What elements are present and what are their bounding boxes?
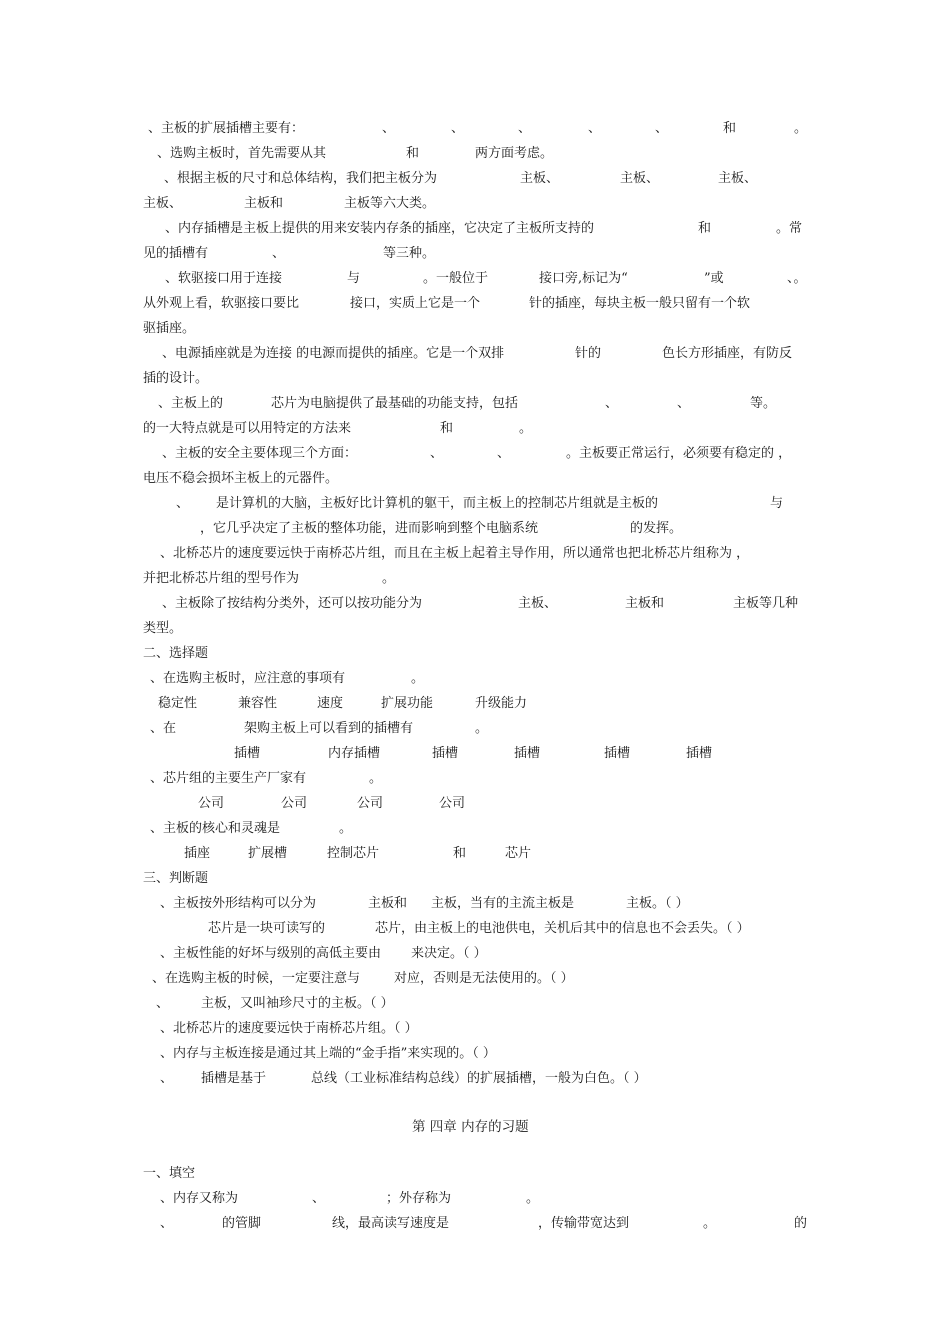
text-line	[0, 594, 950, 614]
text-segment: 、	[382, 121, 396, 136]
text-segment: 主板和	[625, 596, 665, 611]
text-segment: 、	[430, 446, 444, 461]
text-line	[0, 244, 950, 264]
text-segment: 公司	[198, 796, 225, 811]
text-segment: 兼容性	[238, 696, 278, 711]
text-segment: 主板、	[718, 171, 758, 186]
chapter-title	[0, 1117, 950, 1137]
text-segment: 。	[411, 671, 425, 686]
text-segment: 扩展功能	[381, 696, 434, 711]
text-segment: 芯片，由主板上的电池供电，关机后其中的信息也不会丢失。（ ）	[375, 921, 750, 936]
text-line	[0, 219, 950, 239]
text-segment: 、内存与主板连接是通过其上端的“金手指”来实现的。（ ）	[160, 1046, 496, 1061]
text-segment: 。	[382, 571, 396, 586]
text-segment: 、	[160, 1216, 174, 1231]
text-segment: 、北桥芯片的速度要远快于南桥芯片组，而且在主板上起着主导作用，所以通常也把北桥芯片组称为 ，	[160, 546, 750, 561]
text-segment: 内存插槽	[328, 746, 381, 761]
text-line	[0, 744, 950, 764]
text-line	[0, 994, 950, 1014]
text-segment: 、软驱接口用于连接	[165, 271, 283, 286]
text-segment: 接口，实质上它是一个	[350, 296, 481, 311]
text-segment: 第 四章 内存的习题	[412, 1119, 529, 1135]
text-segment: 芯片	[505, 846, 532, 861]
text-segment: 主板、	[518, 596, 558, 611]
text-segment: 升级能力	[475, 696, 528, 711]
text-segment: 和	[698, 221, 712, 236]
text-segment: 。	[339, 821, 353, 836]
text-segment: 两方面考虑。	[475, 146, 554, 161]
text-segment: 并把北桥芯片组的型号作为	[143, 571, 300, 586]
text-segment: 、在	[150, 721, 177, 736]
text-line	[0, 144, 950, 164]
text-segment: 架购主板上可以看到的插槽有	[244, 721, 414, 736]
text-segment: 针的	[575, 346, 602, 361]
text-segment: 。一般位于	[423, 271, 489, 286]
text-line	[0, 919, 950, 939]
text-segment: 、选购主板时，首先需要从其	[157, 146, 327, 161]
text-segment: 。	[519, 421, 533, 436]
text-segment: 主板等六大类。	[344, 196, 436, 211]
text-line	[0, 394, 950, 414]
text-segment: 与	[347, 271, 361, 286]
text-line	[0, 944, 950, 964]
text-segment: 公司	[357, 796, 384, 811]
text-segment: 类型。	[143, 621, 183, 636]
text-line	[0, 894, 950, 914]
text-line	[0, 344, 950, 364]
text-segment: 控制芯片	[327, 846, 380, 861]
text-line	[0, 869, 950, 889]
text-line	[0, 769, 950, 789]
text-line	[0, 319, 950, 339]
text-line	[0, 1019, 950, 1039]
text-segment: 、内存又称为	[160, 1191, 239, 1206]
text-segment: ”或	[704, 271, 724, 286]
text-segment: 芯片是一块可读写的	[208, 921, 326, 936]
text-segment: 。常	[776, 221, 803, 236]
text-segment: 。	[369, 771, 383, 786]
text-segment: 等。	[750, 396, 777, 411]
text-segment: 一、填空	[143, 1166, 196, 1181]
text-segment: 插槽	[514, 746, 541, 761]
text-line	[0, 544, 950, 564]
text-segment: 、主板的核心和灵魂是	[150, 821, 281, 836]
text-segment: 色长方形插座，有防反	[662, 346, 793, 361]
text-segment: 插槽是基于	[201, 1071, 267, 1086]
text-line	[0, 1069, 950, 1089]
text-line	[0, 794, 950, 814]
text-segment: 、北桥芯片的速度要远快于南桥芯片组。（ ）	[160, 1021, 418, 1036]
text-segment: 、	[497, 446, 511, 461]
text-line	[0, 719, 950, 739]
text-segment: 和	[723, 121, 737, 136]
text-segment: ，传输带宽达到	[538, 1216, 630, 1231]
text-segment: 主板和	[368, 896, 408, 911]
text-segment: 插槽	[234, 746, 261, 761]
text-segment: 插的设计。	[143, 371, 209, 386]
text-segment: 、	[451, 121, 465, 136]
text-line	[0, 819, 950, 839]
text-line	[0, 1189, 950, 1209]
text-segment: 。主板要正常运行，必须要有稳定的 ，	[566, 446, 792, 461]
text-segment: 驱插座。	[143, 321, 196, 336]
text-segment: 和	[453, 846, 467, 861]
text-segment: 主板。（ ）	[626, 896, 689, 911]
text-segment: 、主板上的	[158, 396, 224, 411]
text-line	[0, 844, 950, 864]
text-line	[0, 619, 950, 639]
text-segment: 、	[588, 121, 602, 136]
text-segment: 。	[475, 721, 489, 736]
text-line	[0, 494, 950, 514]
text-segment: 和	[440, 421, 454, 436]
text-segment: 公司	[439, 796, 466, 811]
text-segment: 、在选购主板的时候，一定要注意与	[152, 971, 361, 986]
text-segment: 、主板除了按结构分类外，还可以按功能分为	[162, 596, 423, 611]
text-segment: 。	[526, 1191, 540, 1206]
text-segment: 主板、	[620, 171, 660, 186]
text-line	[0, 119, 950, 139]
text-segment: 插座	[184, 846, 211, 861]
text-segment: 、主板性能的好坏与级别的高低主要由	[160, 946, 382, 961]
text-segment: 、	[156, 996, 170, 1011]
text-segment: 针的插座，每块主板一般只留有一个软	[529, 296, 751, 311]
text-segment: 、	[677, 396, 691, 411]
text-segment: 主板、	[143, 196, 183, 211]
text-segment: 见的插槽有	[143, 246, 209, 261]
text-line	[0, 1164, 950, 1184]
text-segment: 从外观上看，软驱接口要比	[143, 296, 300, 311]
text-segment: 、在选购主板时，应注意的事项有	[150, 671, 346, 686]
text-line	[0, 969, 950, 989]
text-line	[0, 1044, 950, 1064]
text-segment: 、	[272, 246, 286, 261]
text-segment: 来决定。（ ）	[411, 946, 487, 961]
text-segment: ，它几乎决定了主板的整体功能，进而影响到整个电脑系统	[200, 521, 539, 536]
text-segment: 稳定性	[158, 696, 198, 711]
text-segment: 插槽	[686, 746, 713, 761]
text-segment: 主板等几种	[733, 596, 799, 611]
text-segment: 插槽	[604, 746, 631, 761]
text-line	[0, 644, 950, 664]
text-segment: 、。	[787, 271, 807, 286]
text-segment: 、	[160, 1071, 174, 1086]
text-line	[0, 294, 950, 314]
text-segment: 的发挥。	[630, 521, 683, 536]
text-line	[0, 569, 950, 589]
text-segment: 对应，否则是无法使用的。（ ）	[394, 971, 574, 986]
text-segment: 线，最高读写速度是	[332, 1216, 450, 1231]
text-segment: 扩展槽	[248, 846, 288, 861]
text-segment: 总线（工业标准结构总线）的扩展插槽，一般为白色。（ ）	[311, 1071, 647, 1086]
text-line	[0, 519, 950, 539]
text-segment: 与	[770, 496, 784, 511]
text-segment: 、	[176, 496, 190, 511]
text-segment: 速度	[317, 696, 344, 711]
text-segment: 、主板的扩展插槽主要有：	[148, 121, 305, 136]
text-segment: 二、选择题	[143, 646, 209, 661]
text-line	[0, 169, 950, 189]
text-segment: 、	[655, 121, 669, 136]
text-line	[0, 194, 950, 214]
text-segment: 、	[312, 1191, 326, 1206]
text-segment: 主板、	[520, 171, 560, 186]
text-segment: 主板，当有的主流主板是	[431, 896, 575, 911]
text-segment: 、内存插槽是主板上提供的用来安装内存条的插座，它决定了主板所支持的	[165, 221, 595, 236]
text-line	[0, 1214, 950, 1234]
text-line	[0, 269, 950, 289]
text-segment: 。	[703, 1216, 717, 1231]
text-segment: 三、判断题	[143, 871, 209, 886]
text-segment: 芯片为电脑提供了最基础的功能支持，包括	[271, 396, 519, 411]
text-segment: 接口旁,标记为“	[539, 271, 628, 286]
text-segment: 是计算机的大脑，主板好比计算机的躯干，而主板上的控制芯片组就是主板的	[216, 496, 659, 511]
text-segment: 、主板的安全主要体现三个方面：	[162, 446, 358, 461]
text-segment: 、芯片组的主要生产厂家有	[150, 771, 307, 786]
text-segment: 的	[794, 1216, 808, 1231]
text-segment: 、根据主板的尺寸和总体结构，我们把主板分为	[164, 171, 438, 186]
text-line	[0, 444, 950, 464]
text-segment: 的管脚	[222, 1216, 262, 1231]
text-line	[0, 669, 950, 689]
text-line	[0, 694, 950, 714]
text-segment: 等三种。	[383, 246, 436, 261]
text-segment: 插槽	[432, 746, 459, 761]
text-segment: 电压不稳会损坏主板上的元器件。	[143, 471, 339, 486]
text-segment: 、主板按外形结构可以分为	[160, 896, 317, 911]
text-segment: 、	[518, 121, 532, 136]
text-segment: 、电源插座就是为连接 的电源而提供的插座。它是一个双排	[162, 346, 505, 361]
text-segment: 的一大特点就是可以用特定的方法来	[143, 421, 352, 436]
text-segment: ；外存称为	[386, 1191, 452, 1206]
text-segment: 主板，又叫袖珍尺寸的主板。（ ）	[201, 996, 394, 1011]
text-segment: 主板和	[244, 196, 284, 211]
text-segment: 公司	[281, 796, 308, 811]
text-line	[0, 369, 950, 389]
text-line	[0, 469, 950, 489]
text-line	[0, 419, 950, 439]
text-segment: 和	[406, 146, 420, 161]
text-segment: 、	[605, 396, 619, 411]
text-segment: 。	[794, 121, 808, 136]
